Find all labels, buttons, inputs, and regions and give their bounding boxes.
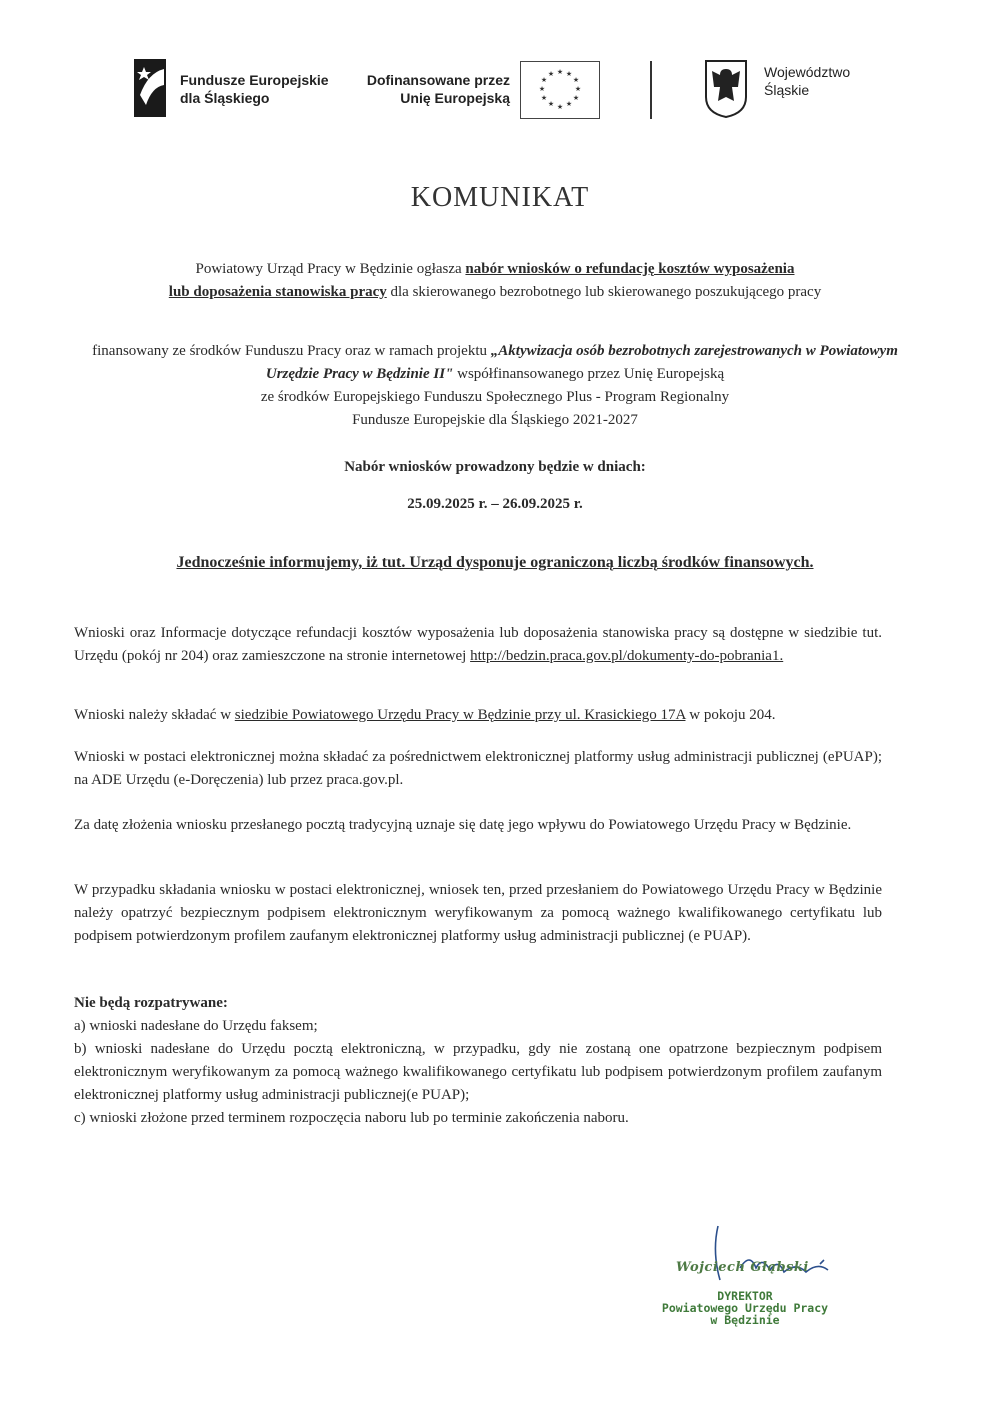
svg-text:★: ★	[547, 100, 555, 108]
list-item: a) wnioski nadesłane do Urzędu faksem;	[74, 1018, 318, 1034]
svg-text:★: ★	[540, 76, 548, 84]
rejection-list	[74, 992, 882, 1130]
list-item: b) wnioski nadesłane do Urzędu pocztą elektroniczną, w przypadku, gdy nie zostaną one opatrzone bezpiecznym podpisem elektronicznym weryfikowanym za pomocą ważnego kwalifikowanego certyfikatu lub podpisem potwierdzonym profilem zaufanym elektronicznej platformy usług administracji publicznej(e PUAP);	[74, 1041, 882, 1103]
wojewodztwo-text: Województwo Śląskie	[764, 64, 851, 98]
electronic-submission-paragraph: Wnioski w postaci elektronicznej można składać za pośrednictwem elektronicznej platformy usług administracji publicznej (ePUAP); na ADE Urzędu (e-Doręczenia) lub przez praca.gov.pl.	[74, 749, 882, 788]
director-stamp: DYREKTOR Powiatowego Urzędu Pracy w Będzinie	[661, 1289, 829, 1327]
svg-text:★: ★	[538, 85, 546, 93]
rejection-heading: Nie będą rozpatrywane:	[74, 995, 228, 1011]
funds-notice: Jednocześnie informujemy, iż tut. Urząd dysponuje ograniczoną liczbą środków finansowych.	[176, 554, 814, 571]
intro-paragraph: Powiatowy Urząd Pracy w Będzinie ogłasza nabór wniosków o refundację kosztów wyposażenia lub doposażenia stanowiska pracy dla skierowanego bezrobotnego lub skierowanego poszukującego pracy	[168, 261, 822, 300]
director-name: Wojciech Głąbski	[676, 1260, 809, 1275]
svg-text:★: ★	[565, 70, 573, 78]
svg-text:★: ★	[556, 68, 564, 76]
financing-paragraph: finansowany ze środków Funduszu Pracy oraz w ramach projektu „Aktywizacja osób bezrobotnych zarejestrowanych w Powiatowym Urzędzie Pracy w Będzinie II" współfinansowanego przez Unię Europejską ze środków Europejskiego Funduszu Społecznego Plus - Program Regionalny Fundusze Europejskie dla Śląskiego 2021-2027	[92, 343, 898, 428]
page-title: KOMUNIKAT	[410, 182, 590, 213]
documents-paragraph: Wnioski oraz Informacje dotyczące refundacji kosztów wyposażenia lub doposażenia stanowiska pracy są dostępne w siedzibie tut. Urzędu (pokój nr 204) oraz zamieszczone na stronie internetowej http://bedzin.praca.gov.pl/dokumenty-do-pobrania1.	[74, 625, 882, 664]
logo-divider	[650, 61, 652, 119]
fe-logo-text: Fundusze Europejskie dla Śląskiego	[180, 72, 329, 106]
postal-date-paragraph: Za datę złożenia wniosku przesłanego pocztą tradycyjną uznaje się datę jego wpływu do Powiatowego Urzędu Pracy w Będzinie.	[74, 817, 852, 833]
handwritten-signature-icon	[700, 1222, 850, 1292]
eu-flag-icon	[520, 61, 600, 119]
svg-text:★: ★	[574, 85, 582, 93]
header-logos	[130, 55, 870, 125]
recruitment-heading: Nabór wniosków prowadzony będzie w dniach:	[344, 459, 646, 475]
svg-text:★: ★	[565, 100, 573, 108]
svg-text:★: ★	[540, 94, 548, 102]
submission-location-paragraph: Wnioski należy składać w siedzibie Powiatowego Urzędu Pracy w Będzinie przy ul. Krasickiego 17A w pokoju 204.	[74, 707, 776, 723]
recruitment-dates: 25.09.2025 r. – 26.09.2025 r.	[407, 496, 583, 512]
director-signature-block	[640, 1222, 850, 1342]
svg-text:★: ★	[556, 103, 564, 111]
documents-link[interactable]: http://bedzin.praca.gov.pl/dokumenty-do-pobrania1.	[470, 648, 784, 664]
silesia-eagle-icon	[702, 57, 750, 119]
svg-text:★: ★	[547, 70, 555, 78]
list-item: c) wnioski złożone przed terminem rozpoczęcia naboru lub po terminie zakończenia naboru.	[74, 1110, 629, 1126]
electronic-signature-paragraph: W przypadku składania wniosku w postaci elektronicznej, wniosek ten, przed przesłaniem do Powiatowego Urzędu Pracy w Będzinie należy opatrzyć bezpiecznym podpisem elektronicznym weryfikowanym za pomocą ważnego kwalifikowanego certyfikatu lub podpisem potwierdzonym profilem zaufanym elektronicznej platformy usług administracji publicznej (e PUAP).	[74, 882, 882, 944]
eu-cofinance-text: Dofinansowane przez Unię Europejską	[366, 72, 510, 106]
fundusze-europejskie-logo-icon	[130, 55, 170, 121]
svg-text:★: ★	[572, 76, 580, 84]
svg-text:★: ★	[572, 94, 580, 102]
